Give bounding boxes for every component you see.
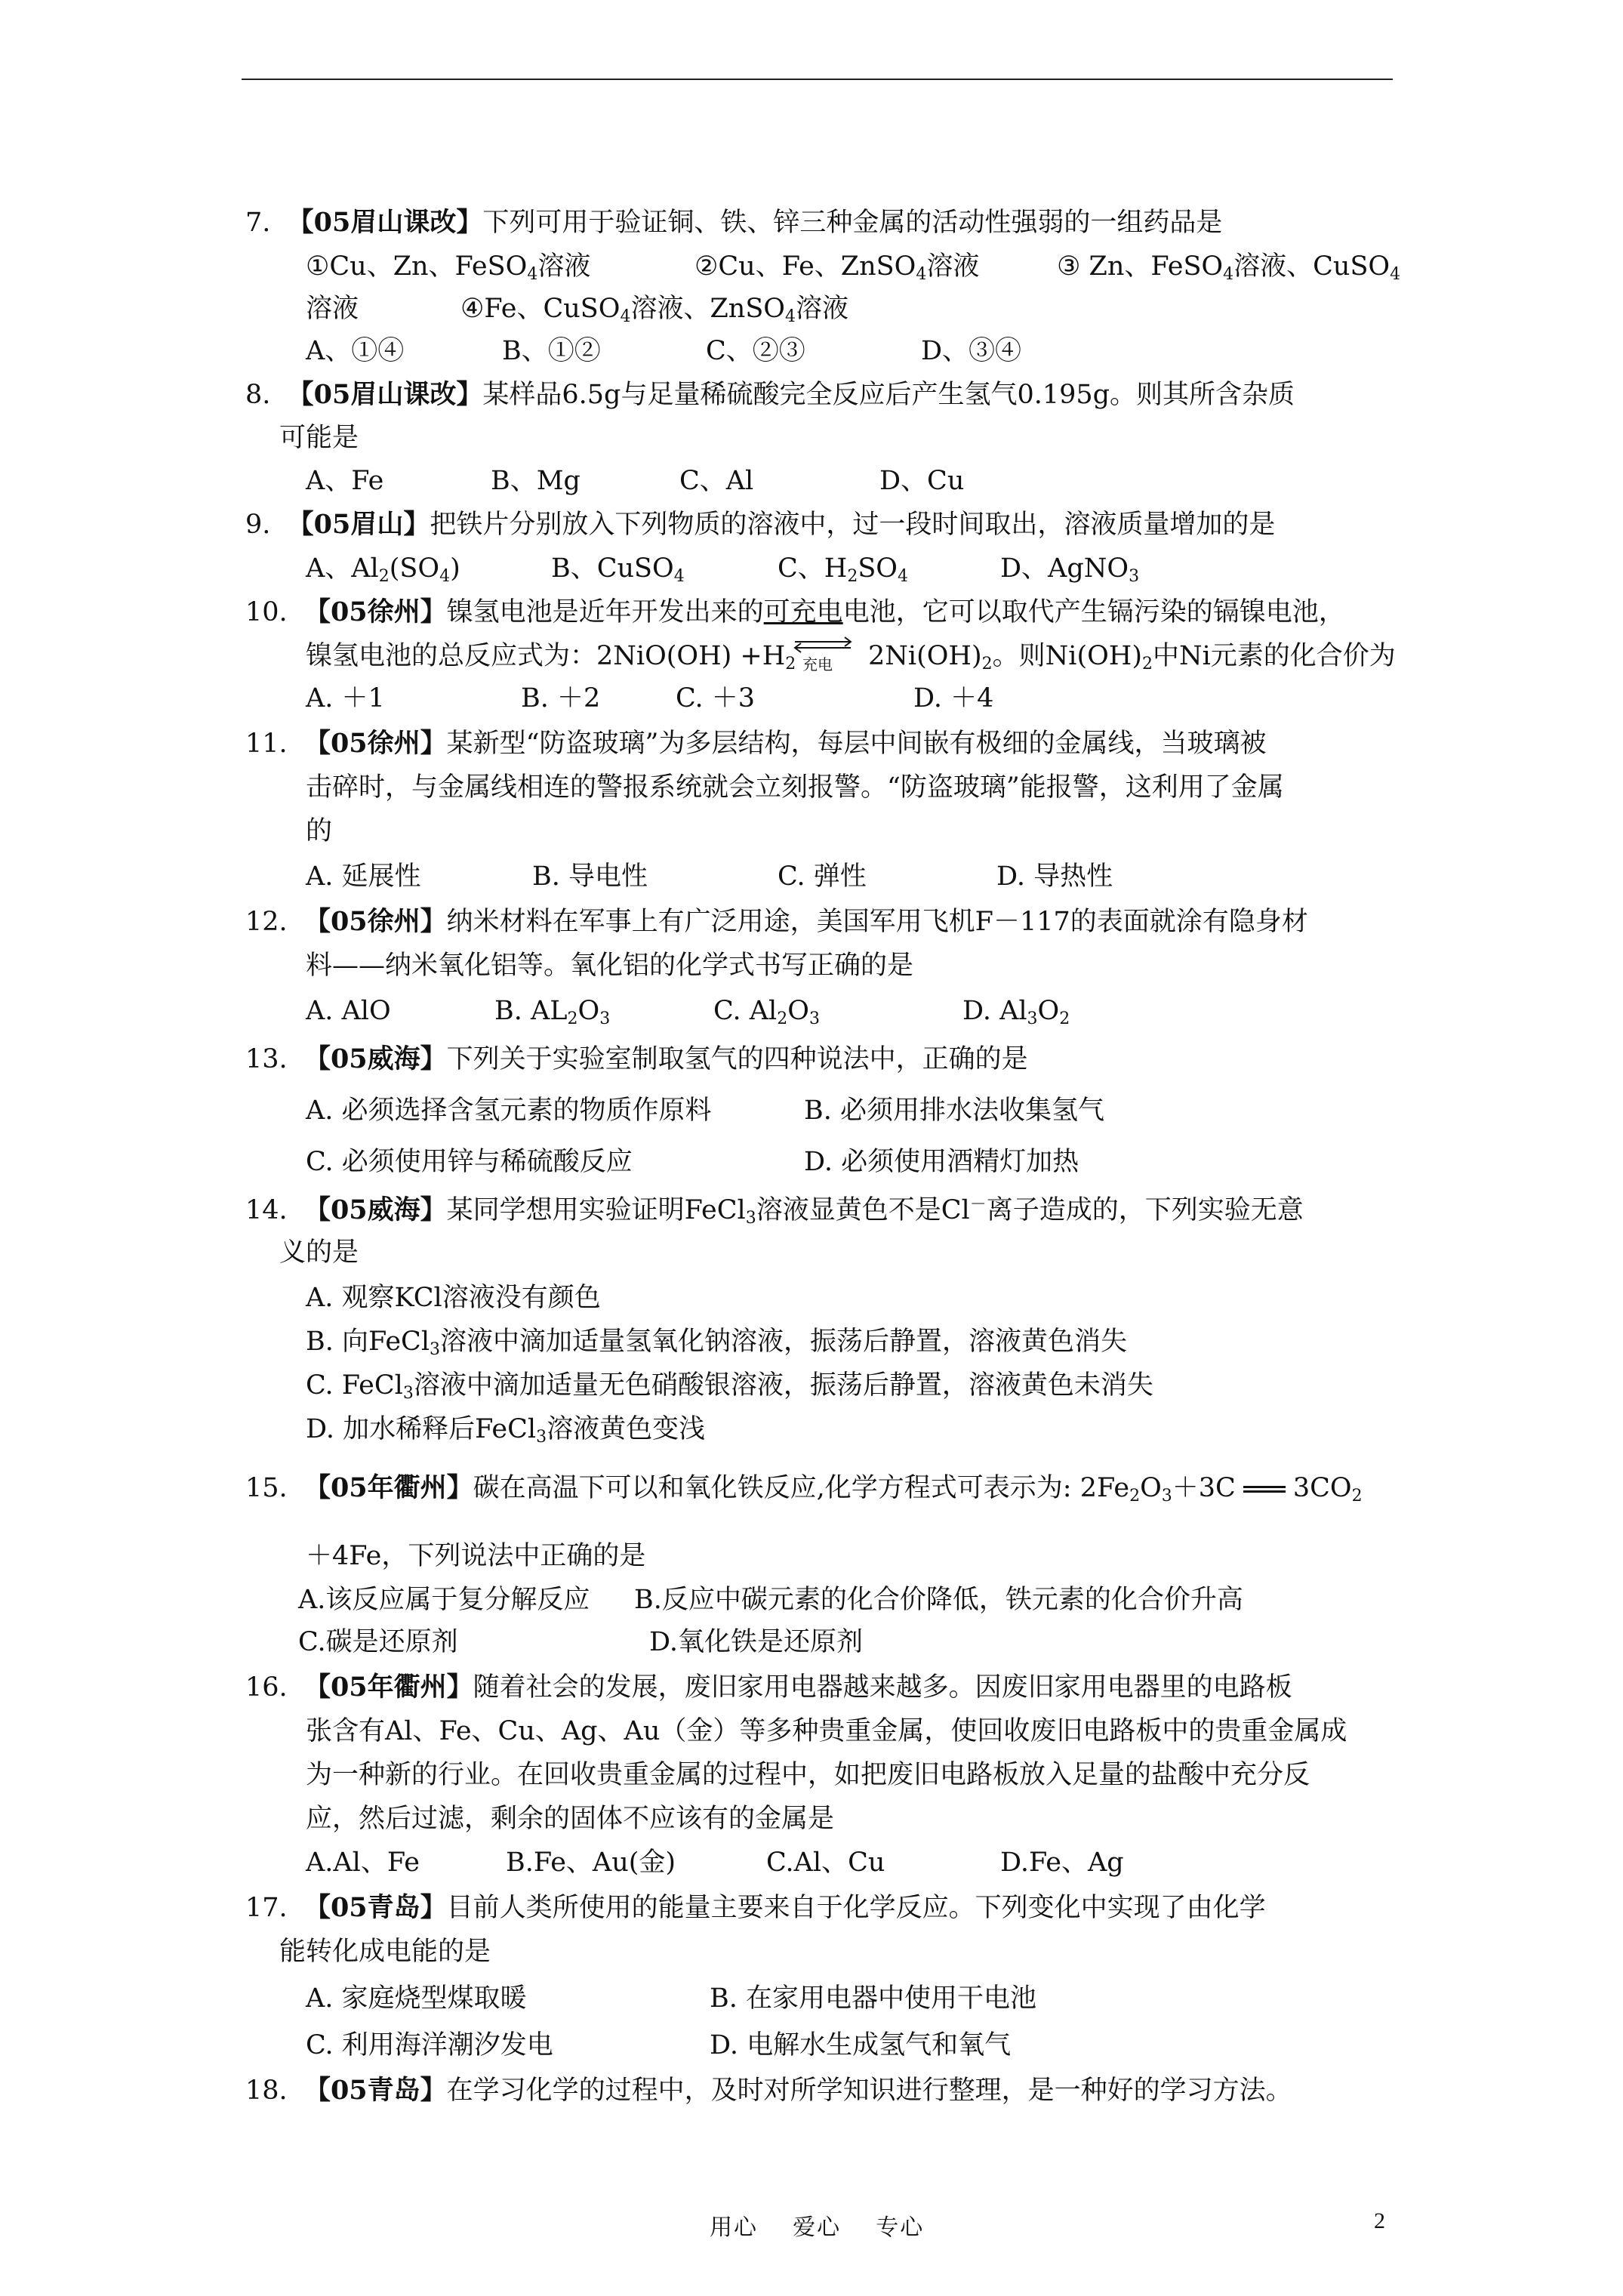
question-17-option-b: B. 在家用电器中使用干电池	[710, 1983, 1036, 2014]
question-16-option-a: A.Al、Fe	[306, 1848, 420, 1878]
question-17-stem-cont: 能转化成电能的是	[279, 1937, 491, 1967]
question-7-items-line1: ①Cu、Zn、FeSO$_4$溶液	[306, 251, 591, 284]
question-11-option-b: B. 导电性	[532, 861, 648, 892]
question-11-stem-cont: 击碎时，与金属线相连的警报系统就会立刻报警。“防盗玻璃”能报警，这利用了金属	[306, 772, 1284, 803]
question-16-option-c: C.Al、Cu	[766, 1848, 885, 1878]
question-15-option-b: B.反应中碳元素的化合价降低，铁元素的化合价升高	[634, 1585, 1243, 1615]
header-rule	[242, 79, 1393, 80]
question-12-stem-cont: 料——纳米氧化铝等。氧化铝的化学式书写正确的是	[306, 951, 914, 981]
footer-motto: 用心 爱心 专心	[710, 2214, 925, 2241]
question-8-stem-cont: 可能是	[279, 423, 359, 453]
question-7-item2: ②Cu、Fe、ZnSO$_4$溶液	[694, 251, 980, 284]
question-14-option-c: C. FeCl$_3$溶液中滴加适量无色硝酸银溶液，振荡后静置，溶液黄色未消失	[306, 1370, 1153, 1403]
page-number: 2	[1374, 2208, 1385, 2233]
question-16-option-d: D.Fe、Ag	[1000, 1848, 1124, 1878]
question-16-stem-cont-1: 张含有Al、Fe、Cu、Ag、Au（金）等多种贵重金属，使回收废旧电路板中的贵重金属成	[306, 1716, 1347, 1746]
question-10-equation-right: $2Ni(OH)_2$。则$Ni(OH)_2$中Ni元素的化合价为	[868, 641, 1396, 673]
question-17-option-d: D. 电解水生成氢气和氧气	[710, 2030, 1012, 2060]
question-10-option-b: B. ＋2	[521, 683, 601, 713]
question-16-stem-cont-2: 为一种新的行业。在回收贵重金属的过程中，如把废旧电路板放入足量的盐酸中充分反	[306, 1760, 1310, 1790]
question-12-stem: 12. 【05徐州】纳米材料在军事上有广泛用途，美国军用飞机F－117的表面就涂有隐身材	[245, 906, 1308, 937]
question-13-option-d: D. 必须使用酒精灯加热	[804, 1147, 1079, 1177]
question-18-stem: 18. 【05青岛】在学习化学的过程中，及时对所学知识进行整理，是一种好的学习方法。	[245, 2075, 1292, 2106]
question-10-option-c: C. ＋3	[676, 683, 756, 713]
reaction-condition-label: 充电	[802, 655, 833, 673]
equation-equals-sign	[1243, 1486, 1286, 1493]
question-14-stem: 14. 【05威海】某同学想用实验证明FeCl$_3$溶液显黄色不是Cl－离子造成的，下列实验无意	[245, 1194, 1304, 1228]
question-9-stem: 9. 【05眉山】把铁片分别放入下列物质的溶液中，过一段时间取出，溶液质量增加的是	[245, 509, 1276, 540]
question-8-option-a: A、Fe	[306, 466, 384, 496]
question-8-option-c: C、Al	[679, 466, 754, 496]
question-10-option-d: D. ＋4	[913, 683, 994, 713]
question-15-stem: 15. 【05年衢州】碳在高温下可以和氧化铁反应,化学方程式可表示为: $2Fe_2O_3+3C$ $3CO_2$	[245, 1472, 1363, 1505]
question-14-option-a: A. 观察KCl溶液没有颜色	[306, 1283, 601, 1313]
question-15-option-a: A.该反应属于复分解反应	[298, 1585, 590, 1615]
question-8-stem: 8. 【05眉山课改】某样品6.5g与足量稀硫酸完全反应后产生氢气0.195g。则其所含杂质	[245, 379, 1295, 410]
question-7-option-a: A、①④	[306, 336, 405, 366]
question-10-equation-left: 镍氢电池的总反应式为：$2NiO(OH) +H_2$	[306, 641, 796, 673]
question-17-option-c: C. 利用海洋潮汐发电	[306, 2030, 553, 2060]
question-9-option-a: A、$Al_2(SO_4)$	[306, 553, 460, 586]
question-12-option-a: A. AlO	[306, 996, 391, 1026]
question-12-option-d: D. $Al_3O_2$	[962, 996, 1070, 1028]
question-14-stem-cont: 义的是	[279, 1237, 359, 1268]
question-11-option-c: C. 弹性	[778, 861, 867, 892]
question-14-option-b: B. 向FeCl$_3$溶液中滴加适量氢氧化钠溶液，振荡后静置，溶液黄色消失	[306, 1327, 1128, 1359]
question-15-option-c: C.碳是还原剂	[298, 1627, 458, 1657]
question-16-stem-cont-3: 应，然后过滤，剩余的固体不应该有的金属是	[306, 1804, 835, 1834]
question-10-reaction-arrow	[789, 634, 857, 672]
question-9-option-c: C、$H_2SO_4$	[778, 553, 908, 586]
question-16-stem: 16. 【05年衢州】随着社会的发展，废旧家用电器越来越多。因废旧家用电器里的电路板	[245, 1672, 1292, 1703]
question-7-option-b: B、①②	[502, 336, 601, 366]
question-8-option-d: D、Cu	[879, 466, 965, 496]
question-15-stem-cont: ＋4Fe，下列说法中正确的是	[306, 1541, 646, 1571]
question-17-option-a: A. 家庭烧型煤取暖	[306, 1983, 527, 2014]
question-12-option-b: B. $AL_2O_3$	[494, 996, 611, 1028]
question-13-stem: 13. 【05威海】下列关于实验室制取氢气的四种说法中，正确的是	[245, 1043, 1028, 1074]
question-13-option-c: C. 必须使用锌与稀硫酸反应	[306, 1147, 633, 1177]
question-17-stem: 17. 【05青岛】目前人类所使用的能量主要来自于化学反应。下列变化中实现了由化学	[245, 1892, 1266, 1923]
question-7-stem: 7. 【05眉山课改】下列可用于验证铜、铁、锌三种金属的活动性强弱的一组药品是	[245, 207, 1223, 238]
question-10-stem: 10. 【05徐州】镍氢电池是近年开发出来的可充电电池，它可以取代产生镉污染的镉镍电池，	[245, 596, 1345, 627]
question-8-option-b: B、Mg	[491, 466, 581, 496]
question-15-option-d: D.氧化铁是还原剂	[649, 1627, 863, 1657]
question-11-stem: 11. 【05徐州】某新型“防盗玻璃”为多层结构，每层中间嵌有极细的金属线，当玻璃被	[245, 728, 1267, 759]
question-12-option-c: C. $Al_2O_3$	[713, 996, 820, 1028]
question-7-item4: ④Fe、CuSO$_4$溶液、ZnSO$_4$溶液	[460, 294, 849, 326]
question-9-option-b: B、CuSO$_4$	[551, 553, 685, 586]
question-11-option-d: D. 导热性	[996, 861, 1113, 892]
question-16-option-b: B.Fe、Au(金)	[506, 1848, 676, 1878]
question-13-option-b: B. 必须用排水法收集氢气	[804, 1096, 1104, 1126]
question-13-option-a: A. 必须选择含氢元素的物质作原料	[306, 1096, 712, 1126]
question-11-option-a: A. 延展性	[306, 861, 421, 892]
question-7-option-d: D、③④	[921, 336, 1022, 366]
question-11-stem-end: 的	[306, 816, 333, 846]
question-7-item3: ③ Zn、FeSO$_4$溶液、CuSO$_4$	[1057, 251, 1401, 284]
question-14-option-d: D. 加水稀释后FeCl$_3$溶液黄色变浅	[306, 1414, 706, 1447]
question-9-option-d: D、AgNO$_3$	[1000, 553, 1140, 586]
question-7-items-line2: 溶液	[306, 294, 359, 324]
question-10-option-a: A. ＋1	[306, 683, 385, 713]
question-7-option-c: C、②③	[706, 336, 805, 366]
